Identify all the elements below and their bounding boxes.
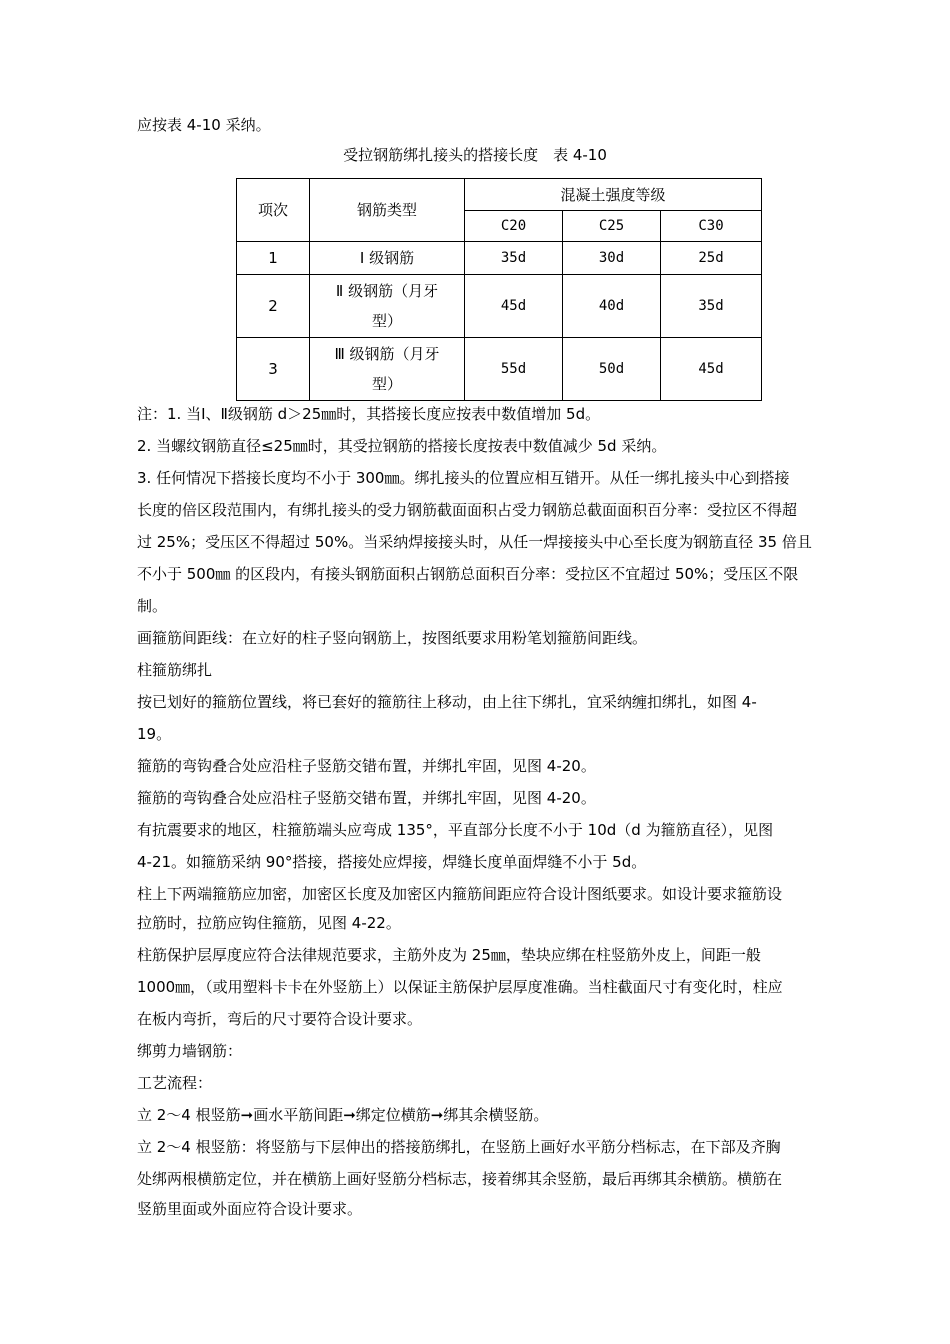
row-index: 1	[237, 242, 310, 275]
body-line: 画箍筋间距线：在立好的柱子竖向钢筋上，按图纸要求用粉笔划箍筋间距线。	[137, 629, 648, 647]
body-line: 3. 任何情况下搭接长度均不小于 300㎜。绑扎接头的位置应相互错开。从任一绑扎接头中心到搭接	[137, 469, 790, 487]
body-line: 1000㎜，（或用塑料卡卡在外竖筋上）以保证主筋保护层厚度准确。当柱截面尺寸有变化时，柱应	[137, 978, 783, 996]
header-grade-c20: C20	[465, 211, 563, 242]
body-line: 长度的倍区段范围内，有绑扎接头的受力钢筋截面面积占受力钢筋总截面面积百分率：受拉区不得超	[137, 501, 798, 519]
body-line: 拉筋时，拉筋应钩住箍筋，见图 4-22。	[137, 914, 401, 932]
section-heading: 绑剪力墙钢筋：	[137, 1042, 243, 1060]
row-value: 25d	[661, 242, 762, 275]
body-line: 有抗震要求的地区，柱箍筋端头应弯成 135°，平直部分长度不小于 10d（d 为箍筋直径），见图	[137, 821, 774, 839]
body-line: 在板内弯折，弯后的尺寸要符合设计要求。	[137, 1010, 423, 1028]
table-row	[237, 275, 762, 338]
row-index: 3	[237, 338, 310, 401]
body-line: 2. 当螺纹钢筋直径≤25㎜时，其受拉钢筋的搭接长度按表中数值减少 5d 采纳。	[137, 437, 667, 455]
row-value: 35d	[661, 275, 762, 338]
row-type	[310, 275, 465, 338]
section-heading: 工艺流程：	[137, 1074, 213, 1092]
body-line: 制。	[137, 597, 168, 615]
body-line: 处绑两根横筋定位，并在横筋上画好竖筋分档标志，接着绑其余竖筋，最后再绑其余横筋。横筋在	[137, 1170, 783, 1188]
row-value: 35d	[465, 242, 563, 275]
body-line: 不小于 500㎜ 的区段内，有接头钢筋面积占钢筋总面积百分率：受拉区不宜超过 50%；受压区不限	[137, 565, 799, 583]
row-value: 30d	[563, 242, 661, 275]
body-line: 注：1. 当Ⅰ、Ⅱ级钢筋 d＞25㎜时，其搭接长度应按表中数值增加 5d。	[137, 405, 601, 423]
row-value: 40d	[563, 275, 661, 338]
header-concrete-grade: 混凝土强度等级	[465, 179, 762, 211]
row-value: 45d	[465, 275, 563, 338]
body-line: 竖筋里面或外面应符合设计要求。	[137, 1200, 363, 1218]
lap-length-table	[236, 178, 762, 401]
body-line: 过 25%；受压区不得超过 50%。当采纳焊接接头时，从任一焊接接头中心至长度为钢筋直径 35 倍且	[137, 533, 812, 551]
row-type-line: 型）	[371, 375, 402, 393]
row-type-line: Ⅱ 级钢筋（月牙	[335, 282, 439, 300]
body-line: 箍筋的弯钩叠合处应沿柱子竖筋交错布置，并绑扎牢固，见图 4-20。	[137, 757, 596, 775]
body-line: 按已划好的箍筋位置线，将已套好的箍筋往上移动，由上往下绑扎，宜采纳缠扣绑扎，如图 4-	[137, 693, 757, 711]
header-rebar-type: 钢筋类型	[310, 179, 465, 242]
row-type-line: Ⅲ 级钢筋（月牙	[334, 345, 440, 363]
row-type	[310, 338, 465, 401]
header-grade-c30: C30	[661, 211, 762, 242]
body-line: 柱筋保护层厚度应符合法律规范要求，主筋外皮为 25㎜，垫块应绑在柱竖筋外皮上，间距一般	[137, 946, 761, 964]
table-row	[237, 242, 762, 275]
body-line: 4-21。如箍筋采纳 90°搭接，搭接处应焊接，焊缝长度单面焊缝不小于 5d。	[137, 853, 647, 871]
process-flow: 立 2～4 根竖筋➞画水平筋间距➞绑定位横筋➞绑其余横竖筋。	[137, 1106, 549, 1124]
row-value: 55d	[465, 338, 563, 401]
row-type-line: 型）	[371, 312, 402, 330]
row-value: 45d	[661, 338, 762, 401]
row-value: 50d	[563, 338, 661, 401]
body-line: 箍筋的弯钩叠合处应沿柱子竖筋交错布置，并绑扎牢固，见图 4-20。	[137, 789, 596, 807]
intro-text: 应按表 4-10 采纳。	[137, 116, 271, 134]
body-line: 立 2～4 根竖筋：将竖筋与下层伸出的搭接筋绑扎，在竖筋上画好水平筋分档标志，在下部及齐胸	[137, 1138, 781, 1156]
row-index: 2	[237, 275, 310, 338]
section-heading: 柱箍筋绑扎	[137, 661, 213, 679]
header-index: 项次	[237, 179, 310, 242]
header-grade-c25: C25	[563, 211, 661, 242]
body-line: 柱上下两端箍筋应加密，加密区长度及加密区内箍筋间距应符合设计图纸要求。如设计要求箍筋设	[137, 885, 783, 903]
table-caption: 受拉钢筋绑扎接头的搭接长度 表 4-10	[343, 146, 607, 164]
table-row	[237, 338, 762, 401]
row-type: Ⅰ 级钢筋	[310, 242, 465, 275]
body-line: 19。	[137, 725, 172, 743]
